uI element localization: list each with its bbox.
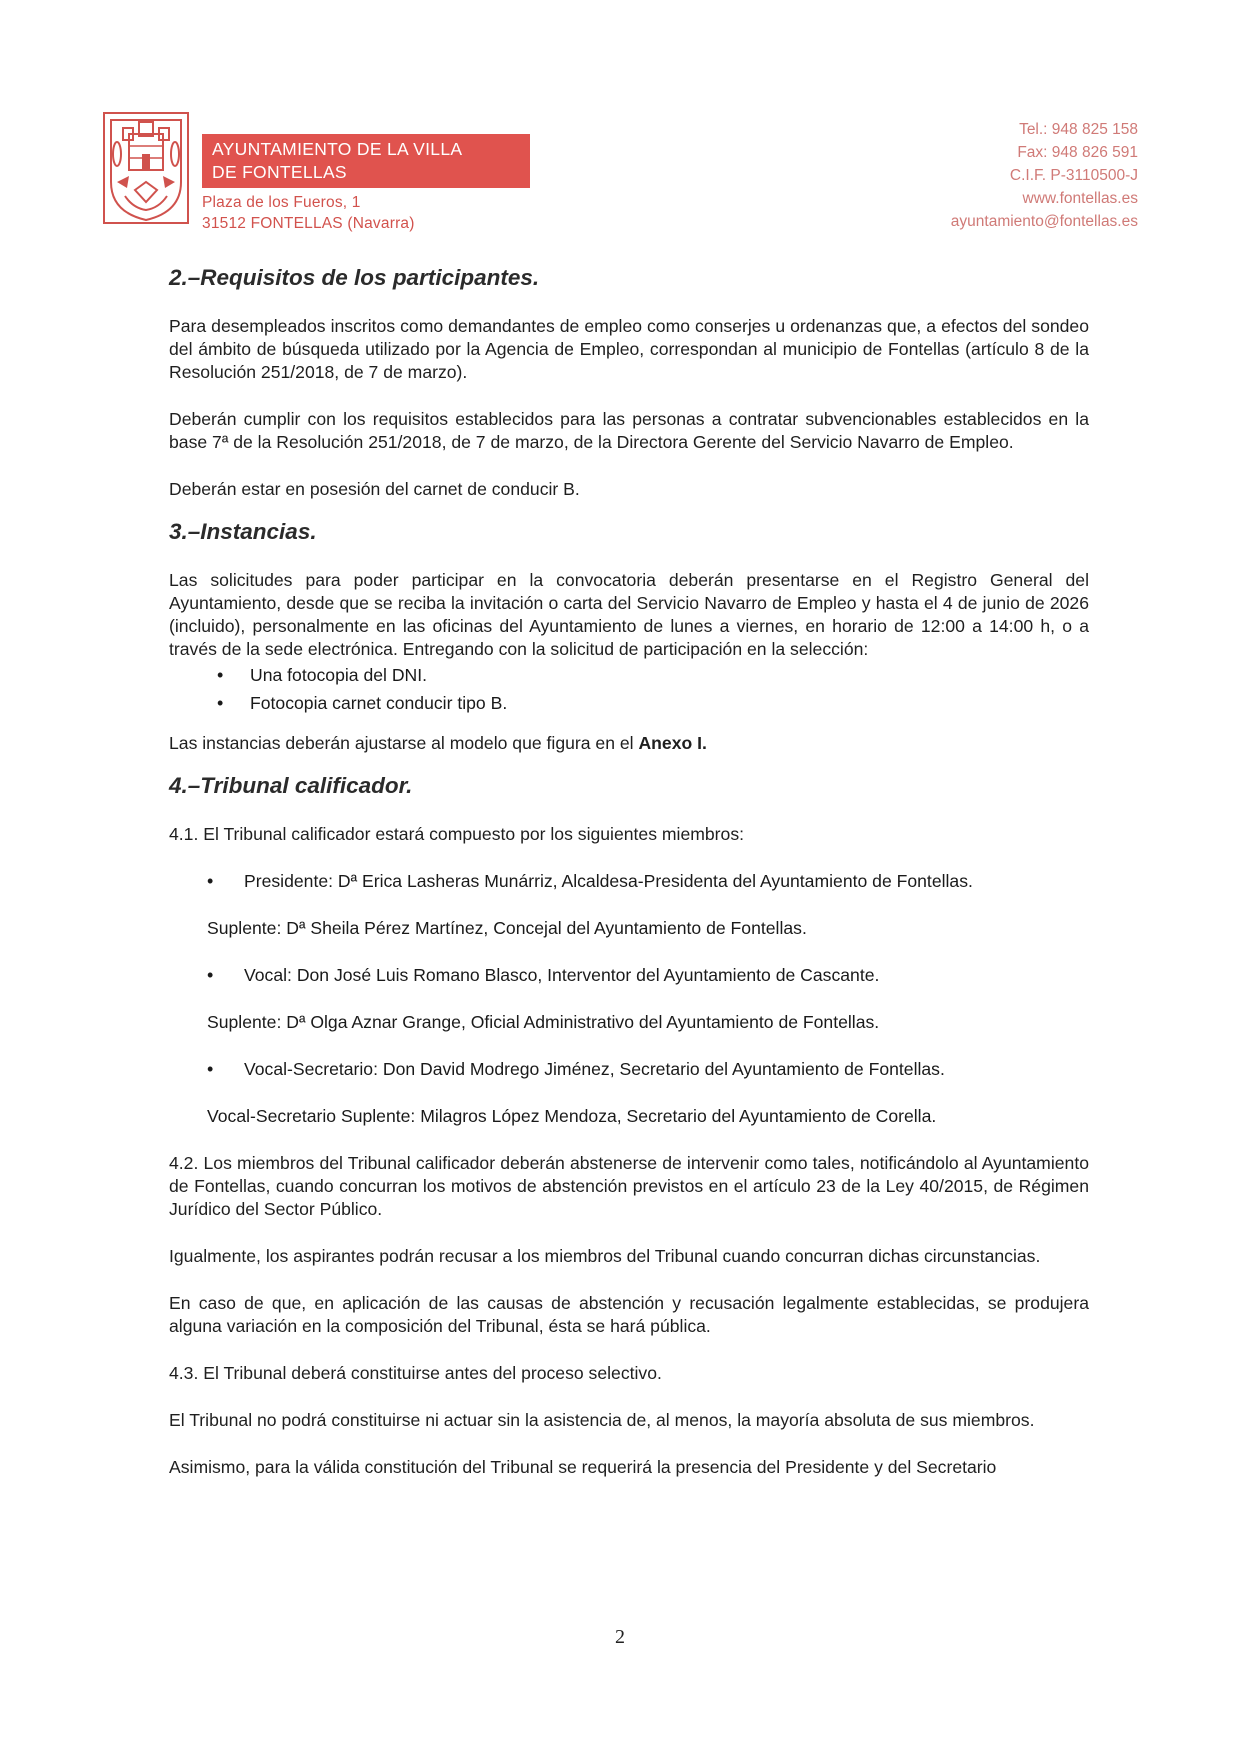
section-3-paragraph-2 [169, 732, 1089, 755]
section-4-paragraph-2: 4.2. Los miembros del Tribunal calificador deberán abstenerse de intervenir como tales, notificándolo al Ayuntamiento de Fontellas, cuando concurran los motivos de abstención previstos en el artículo 23 de la Ley 40/2015, de Régimen Jurídico del Sector Público. [169, 1153, 1089, 1219]
list-item: • Una fotocopia del DNI. [217, 661, 1089, 689]
website-link[interactable]: www.fontellas.es [1022, 190, 1138, 207]
annex-reference: Anexo I. [638, 733, 707, 753]
tribunal-substitute: Suplente: Dª Sheila Pérez Martínez, Concejal del Ayuntamiento de Fontellas. [207, 918, 807, 938]
section-4-paragraph-6: El Tribunal no podrá constituirse ni actuar sin la asistencia de, al menos, la mayoría absoluta de sus miembros. [169, 1410, 1035, 1430]
tribunal-member: • Presidente: Dª Erica Lasheras Munárriz, Alcaldesa-Presidenta del Ayuntamiento de Fontellas. [169, 870, 1089, 893]
section-2-paragraph-3: Deberán estar en posesión del carnet de conducir B. [169, 479, 580, 499]
section-3-heading: 3.–Instancias. [169, 519, 317, 544]
section-4-paragraph-1: 4.1. El Tribunal calificador estará compuesto por los siguientes miembros: [169, 824, 745, 844]
section-4-paragraph-4: En caso de que, en aplicación de las causas de abstención y recusación legalmente establecidas, se produjera alguna variación en la composición del Tribunal, ésta se hará pública. [169, 1293, 1089, 1336]
required-documents-list [169, 661, 1089, 717]
section-2-paragraph-1: Para desempleados inscritos como demandantes de empleo como conserjes u ordenanzas que, a efectos del sondeo del ámbito de búsqueda utilizado por la Agencia de Empleo, correspondan al municipio de Fontellas (artículo 8 de la Resolución 251/2018, de 7 de marzo). [169, 316, 1089, 382]
coat-of-arms-logo [103, 112, 189, 224]
contact-info [951, 118, 1138, 233]
section-4-paragraph-7: Asimismo, para la válida constitución del Tribunal se requerirá la presencia del Presidente y del Secretario [169, 1457, 997, 1477]
section-4-paragraph-5: 4.3. El Tribunal deberá constituirse antes del proceso selectivo. [169, 1363, 662, 1383]
tribunal-substitute: Suplente: Dª Olga Aznar Grange, Oficial Administrativo del Ayuntamiento de Fontellas. [207, 1012, 880, 1032]
annex-reference-text: Las instancias deberán ajustarse al modelo que figura en el [169, 733, 639, 753]
phone-number: Tel.: 948 825 158 [1019, 121, 1138, 138]
address-line-2: 31512 FONTELLAS (Navarra) [202, 215, 415, 232]
tribunal-substitute: Vocal-Secretario Suplente: Milagros López Mendoza, Secretario del Ayuntamiento de Corella. [207, 1106, 937, 1126]
fax-number: Fax: 948 826 591 [1017, 144, 1138, 161]
section-2-heading: 2.–Requisitos de los participantes. [169, 265, 540, 290]
tax-id: C.I.F. P-3110500-J [1009, 167, 1138, 184]
section-3-paragraph-1: Las solicitudes para poder participar en la convocatoria deberán presentarse en el Registro General del Ayuntamiento, desde que se reciba la invitación o carta del Servicio Navarro de Empleo y hasta el 4 de junio de 2026 (incluido), personalmente en las oficinas del Ayuntamiento de lunes a viernes, en horario de 12:00 a 14:00 h, o a través de la sede electrónica. Entregando con la solicitud de participación en la selección: [169, 570, 1089, 659]
address-line-1: Plaza de los Fueros, 1 [202, 194, 361, 211]
postal-address [202, 192, 415, 234]
banner-line-2: DE FONTELLAS [212, 162, 347, 182]
document-body [169, 262, 1089, 1479]
email-link[interactable]: ayuntamiento@fontellas.es [950, 213, 1138, 230]
section-2-paragraph-2: Deberán cumplir con los requisitos establecidos para las personas a contratar subvencionables establecidos en la base 7ª de la Resolución 251/2018, de 7 de marzo, de la Directora Gerente del Servicio Navarro de Empleo. [169, 409, 1089, 452]
municipality-banner [202, 134, 530, 188]
tribunal-member: • Vocal-Secretario: Don David Modrego Jiménez, Secretario del Ayuntamiento de Fontellas. [169, 1058, 1089, 1081]
page-number: 2 [615, 1626, 625, 1648]
section-4-paragraph-3: Igualmente, los aspirantes podrán recusar a los miembros del Tribunal cuando concurran dichas circunstancias. [169, 1246, 1041, 1266]
list-item: • Fotocopia carnet conducir tipo B. [217, 689, 1089, 717]
tribunal-member: • Vocal: Don José Luis Romano Blasco, Interventor del Ayuntamiento de Cascante. [169, 964, 1089, 987]
banner-line-1: AYUNTAMIENTO DE LA VILLA [212, 139, 463, 159]
section-4-heading: 4.–Tribunal calificador. [169, 773, 413, 798]
